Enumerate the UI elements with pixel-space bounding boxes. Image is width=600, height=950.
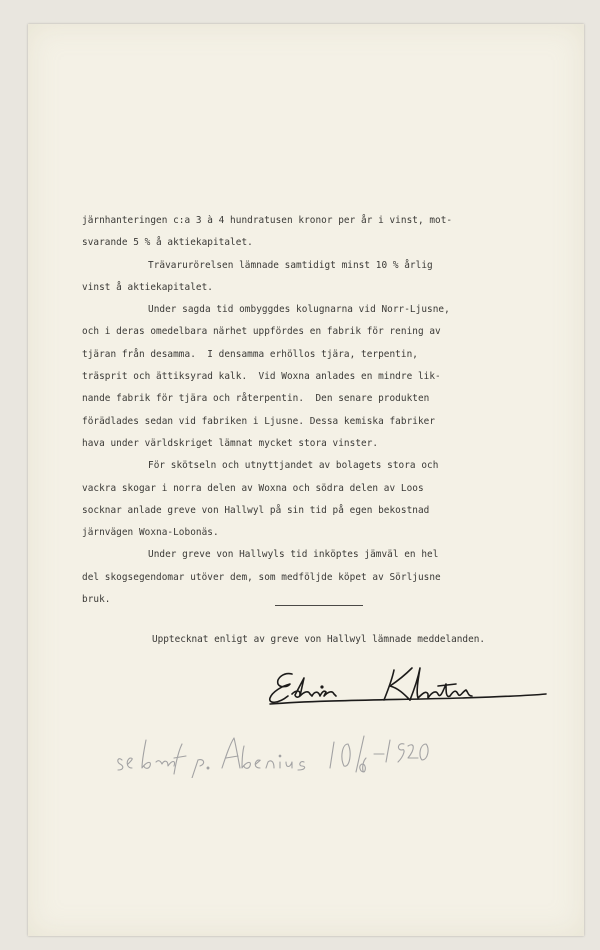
body-line: hava under världskriget lämnat mycket stora vinster. bbox=[82, 437, 379, 449]
handwritten-signature bbox=[262, 660, 552, 708]
body-line: Under greve von Hallwyls tid inköptes jämväl en hel bbox=[148, 549, 439, 561]
body-line: Under sagda tid ombyggdes kolugnarna vid Norr-Ljusne, bbox=[148, 304, 450, 316]
divider-rule bbox=[275, 605, 363, 606]
body-line: nande fabrik för tjära och råterpentin. Den senare produkten bbox=[82, 393, 430, 405]
body-line: del skogsegendomar utöver dem, som medföljde köpet av Sörljusne bbox=[82, 571, 441, 583]
pencil-annotation bbox=[112, 722, 430, 778]
body-line: Trävarurörelsen lämnade samtidigt minst 10 % årlig bbox=[148, 259, 433, 271]
body-line: vinst å aktiekapitalet. bbox=[82, 281, 213, 293]
body-line: förädlades sedan vid fabriken i Ljusne. Dessa kemiska fabriker bbox=[82, 415, 436, 427]
body-line: vackra skogar i norra delen av Woxna och södra delen av Loos bbox=[82, 482, 424, 494]
body-line: tjäran från desamma. I densamma erhöllos tjära, terpentin, bbox=[82, 348, 418, 360]
body-line: svarande 5 % å aktiekapitalet. bbox=[82, 237, 253, 249]
body-line: och i deras omedelbara närhet uppfördes en fabrik för rening av bbox=[82, 326, 441, 338]
body-line: socknar anlade greve von Hallwyl på sin tid på egen bekostnad bbox=[82, 504, 430, 516]
body-line: bruk. bbox=[82, 594, 111, 606]
body-line: För skötseln och utnyttjandet av bolagets stora och bbox=[148, 460, 439, 472]
body-line: järnvägen Woxna-Lobonäs. bbox=[82, 527, 219, 539]
recorded-note: Upptecknat enligt av greve von Hallwyl lämnade meddelanden. bbox=[152, 634, 486, 645]
letter-body bbox=[82, 210, 482, 611]
body-line: träsprit och ättiksyrad kalk. Vid Woxna anlades en mindre lik- bbox=[82, 371, 441, 383]
body-line: järnhanteringen c:a 3 à 4 hundratusen kronor per år i vinst, mot- bbox=[82, 215, 453, 226]
